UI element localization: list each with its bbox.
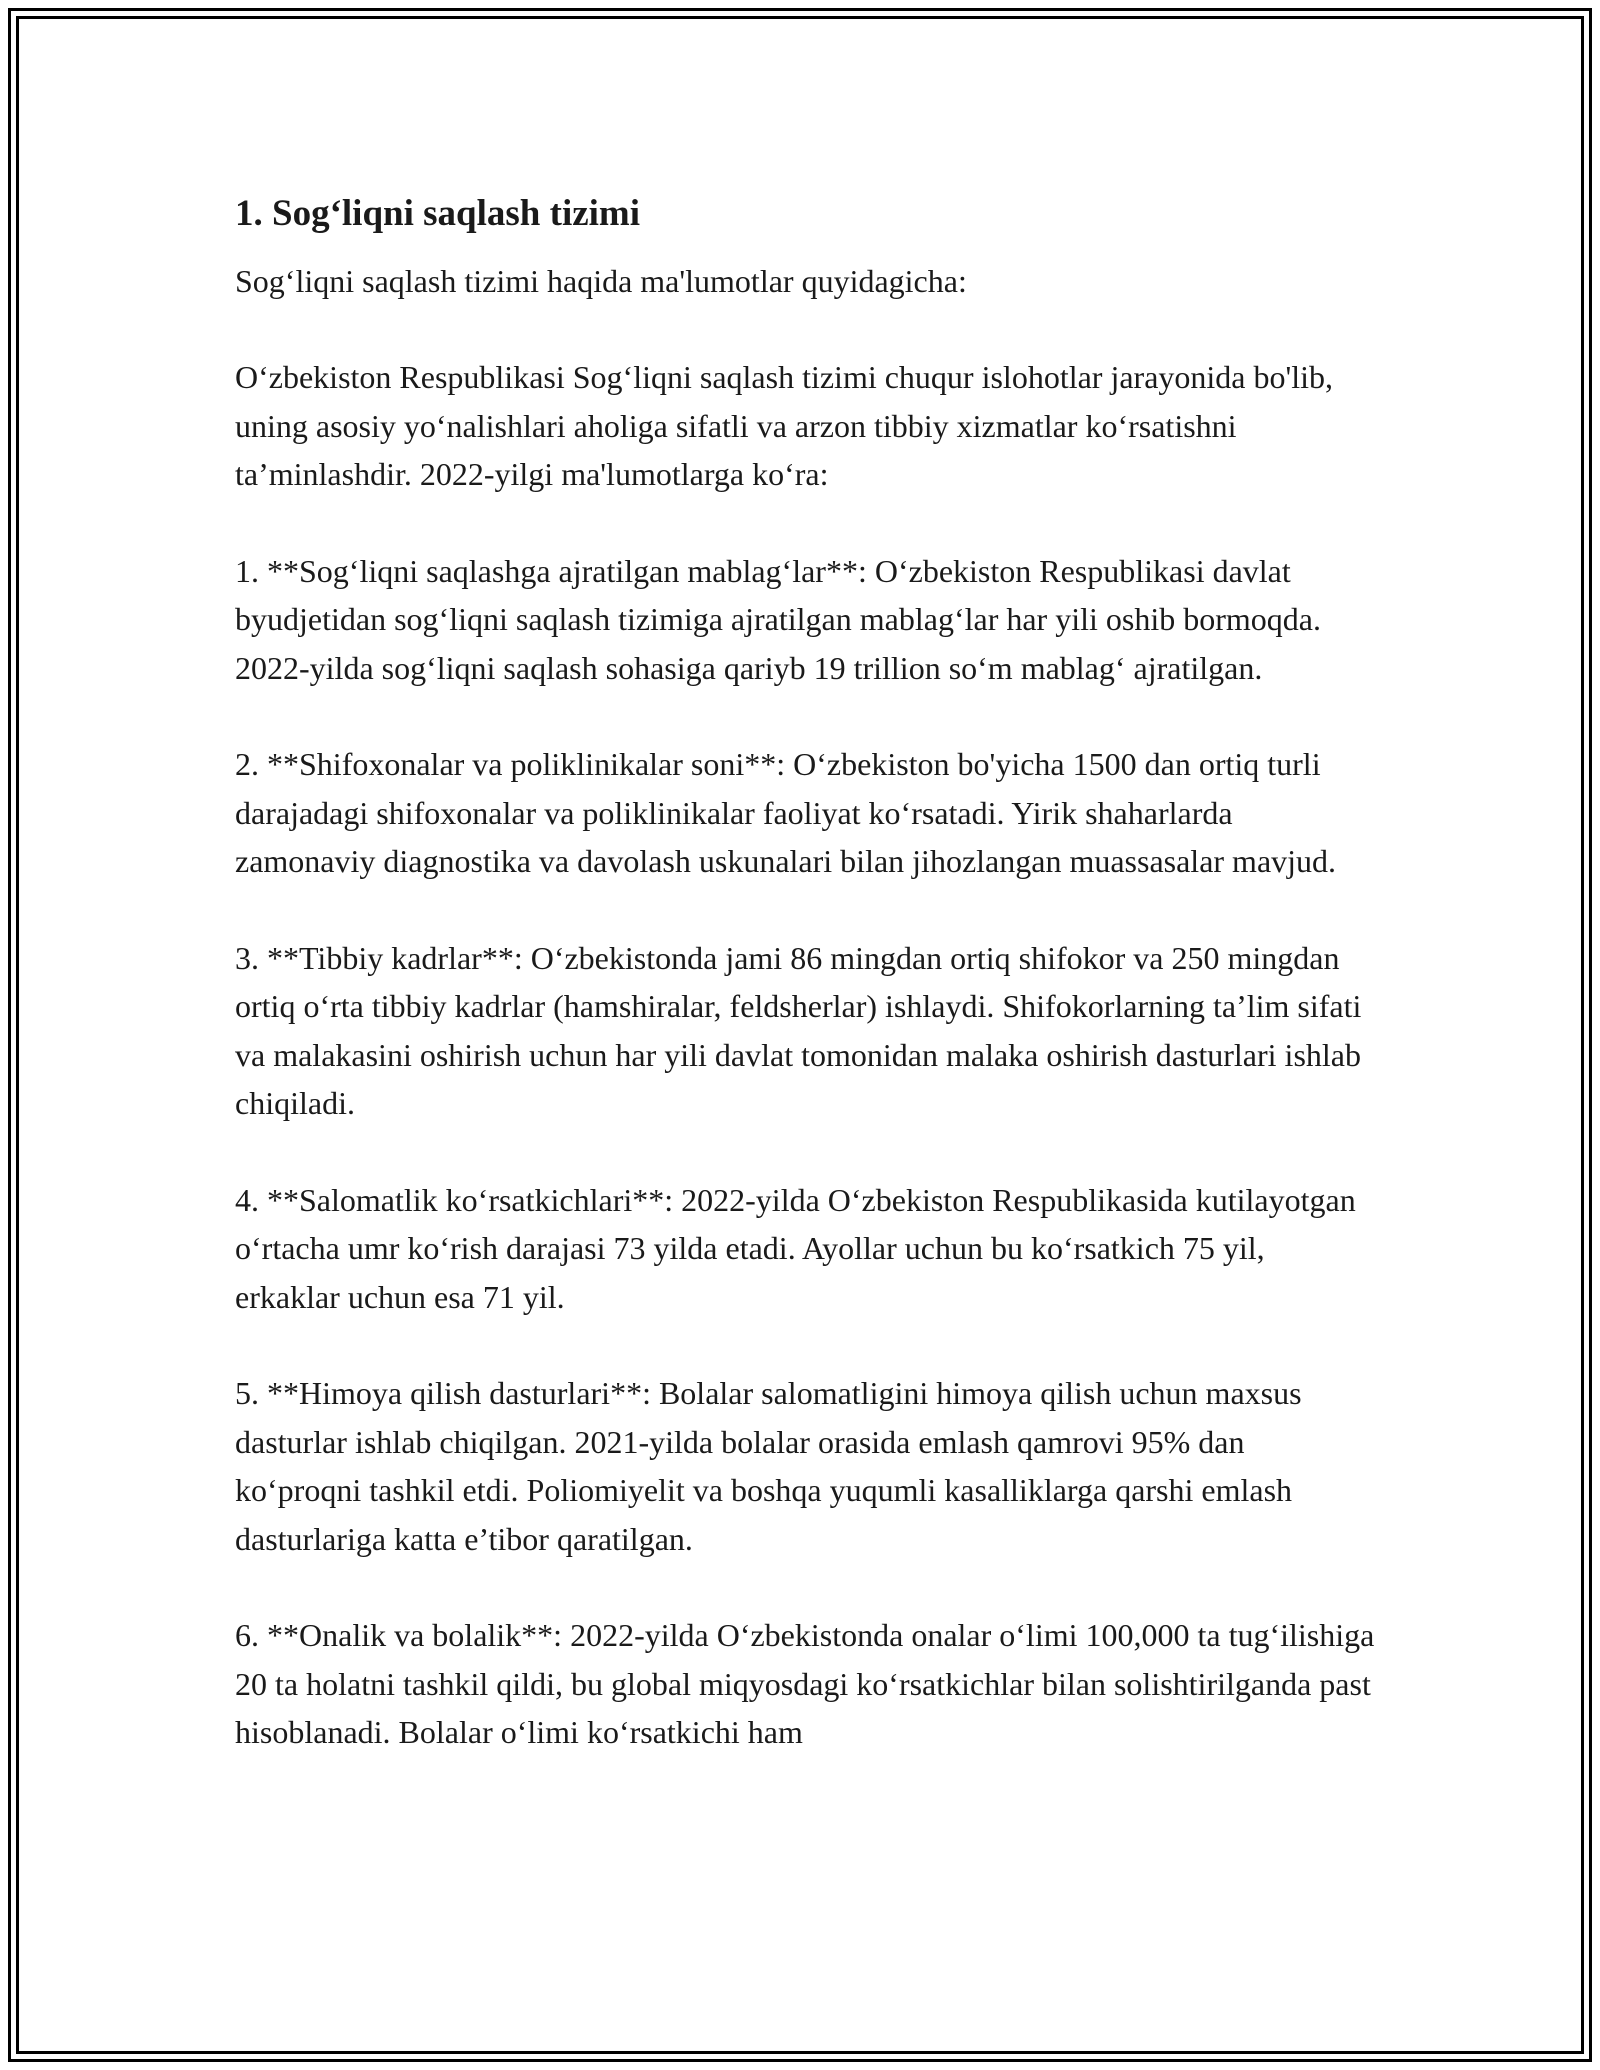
paragraph-protection-programs: 5. **Himoya qilish dasturlari**: Bolalar salomatligini himoya qilish uchun maxsus dasturlar ishlab chiqilgan. 2021-yilda bolalar orasida emlash qamrovi 95% dan ko‘proqni tashkil etdi. Poliomiyelit va boshqa yuqumli kasalliklarga qarshi emlash dasturlariga katta e’tibor qaratilgan. [235,1375,1302,1557]
intro-text: Sog‘liqni saqlash tizimi haqida ma'lumotlar quyidagicha: [235,263,967,299]
paragraph-medical-staff: 3. **Tibbiy kadrlar**: O‘zbekistonda jami 86 mingdan ortiq shifokor va 250 mingdan ortiq o‘rta tibbiy kadrlar (hamshiralar, feldsherlar) ishlaydi. Shifokorlarning ta’lim sifati va malakasini oshirish uchun har yili davlat tomonidan malaka oshirish dasturlari ishlab chiqiladi. [235,939,1362,1121]
document-body [235,185,1375,1757]
paragraph-hospitals: 2. **Shifoxonalar va poliklinikalar soni**: O‘zbekiston bo'yicha 1500 dan ortiq turli darajadagi shifoxonalar va poliklinikalar faoliyat ko‘rsatadi. Yirik shaharlarda zamonaviy diagnostika va davolash uskunalari bilan jihozlangan muassasalar mavjud. [235,746,1337,879]
paragraph-maternity-childhood: 6. **Onalik va bolalik**: 2022-yilda O‘zbekistonda onalar o‘limi 100,000 ta tug‘ilishiga 20 ta holatni tashkil qildi, bu global miqyosdagi ko‘rsatkichlar bilan solishtirilganda past hisoblanadi. Bolalar o‘limi ko‘rsatkichi ham [235,1617,1375,1750]
paragraph-funding: 1. **Sog‘liqni saqlashga ajratilgan mablag‘lar**: O‘zbekiston Respublikasi davlat byudjetidan sog‘liqni saqlash tizimiga ajratilgan mablag‘lar har yili oshib bormoqda. 2022-yilda sog‘liqni saqlash sohasiga qariyb 19 trillion so‘m mablag‘ ajratilgan. [235,552,1321,686]
paragraph-health-indicators: 4. **Salomatlik ko‘rsatkichlari**: 2022-yilda O‘zbekiston Respublikasida kutilayotgan o‘rtacha umr ko‘rish darajasi 73 yilda etadi. Ayollar uchun bu ko‘rsatkich 75 yil, erkaklar uchun esa 71 yil. [235,1181,1356,1315]
paragraph-overview: O‘zbekiston Respublikasi Sog‘liqni saqlash tizimi chuqur islohotlar jarayonida bo'lib, uning asosiy yo‘nalishlari aholiga sifatli va arzon tibbiy xizmatlar ko‘rsatishni ta’minlashdir. 2022-yilgi ma'lumotlarga ko‘ra: [235,359,1334,492]
section-heading: 1. Sog‘liqni saqlash tizimi [235,193,641,234]
